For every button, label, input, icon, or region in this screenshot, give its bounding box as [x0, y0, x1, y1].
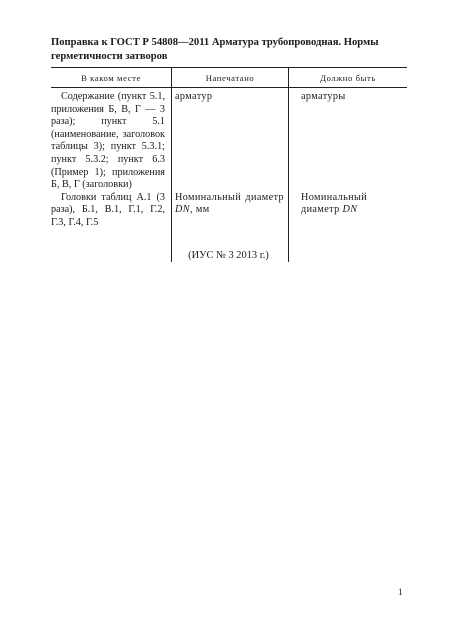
cell-should-be: арматуры [301, 91, 346, 102]
source-note: (ИУС № 3 2013 г.) [188, 250, 269, 261]
printed-text: Номинальный диаметр [175, 191, 284, 203]
cell-printed: арматур [175, 91, 213, 102]
cell-where: Содержание (пункт 5.1, приложения Б, В, Г — 3 раза); пункт 5.1 (наименование, заголовок таблицы 3); пункт 5.3.1; пункт 5.3.2; пункт 6.3 (Пример 1); приложения Б, В, Г (заголовки) [51, 91, 165, 191]
should-be-symbol: DN [342, 204, 358, 216]
table-row [51, 192, 407, 230]
errata-table [51, 67, 407, 230]
table-body [51, 88, 407, 230]
column-divider [171, 88, 172, 262]
column-header-where: В каком месте [81, 72, 141, 83]
cell-where: Головки таблиц А.1 (3 раза), Б.1, В.1, Г.1, Г.2, Г.3, Г.4, Г.5 [51, 191, 165, 228]
column-header-should-be: Должно быть [288, 68, 407, 87]
table-row [51, 88, 407, 192]
should-be-text: Номинальный диаметр [301, 191, 368, 216]
column-divider [288, 88, 289, 262]
printed-unit: , мм [189, 204, 210, 216]
table-header [51, 67, 407, 88]
cell-printed [171, 192, 288, 230]
page-number: 1 [398, 587, 403, 597]
cell-should-be [288, 192, 407, 230]
document-title: Поправка к ГОСТ Р 54808—2011 Арматура трубопроводная. Нормы герметичности затворов [51, 37, 379, 62]
printed-symbol: DN [175, 204, 190, 216]
column-header-printed: Напечатано [171, 68, 288, 87]
